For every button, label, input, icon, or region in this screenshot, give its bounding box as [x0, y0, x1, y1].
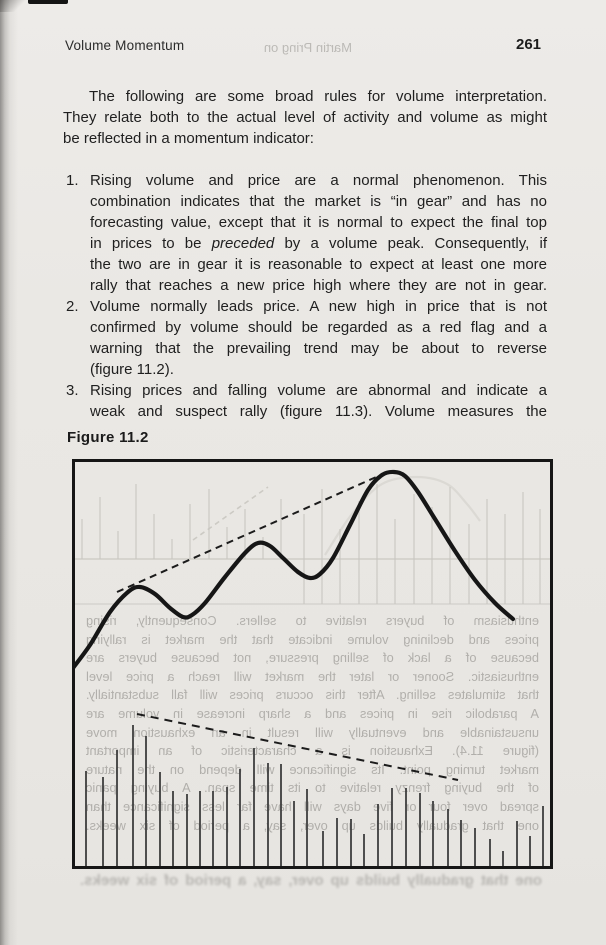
- intro-line: be reflected in a momentum indicator:: [63, 130, 314, 147]
- intro-line: The following are some broad rules for volume interpretation.: [89, 88, 547, 105]
- figure-chart: [72, 459, 553, 869]
- rule-line: forecasting value, except that it is normal to expect the final top: [90, 214, 547, 231]
- bottom-bleedthrough-band: one that gradually builds up over, say, a period of six weeks.: [80, 872, 542, 889]
- header-bleedthrough-text: Martin Pring on: [263, 40, 352, 55]
- rule-line: in prices to be preceded by a volume peak. Consequently, if: [90, 235, 547, 252]
- bleed-line: because of a lack of selling pressure, not because buyers are: [86, 650, 539, 666]
- rule-line: Rising volume and price are a normal phenomenon. This: [90, 172, 547, 189]
- rule-item-1: [66, 170, 547, 296]
- bleed-line: of the buying frenzy relative to its time span. A buying panic: [86, 780, 539, 796]
- rule-item-2: [66, 296, 547, 380]
- bleed-line: A parabolic rise in prices and a sharp increase in volume are: [86, 705, 539, 721]
- rule-number: 2.: [66, 298, 79, 315]
- rule-line: the two are in gear it is reasonable to expect at least one more: [90, 256, 547, 273]
- bleed-line: prices and declining volume indicate that the market is rallying: [86, 631, 539, 647]
- rule-line: Rising prices and falling volume are abnormal and indicate a: [90, 382, 547, 399]
- rule-line: combination indicates that the market is “in gear” and has no: [90, 193, 547, 210]
- page-number: 261: [516, 36, 542, 53]
- intro-paragraph: [63, 86, 547, 149]
- bleed-line: one that gradually builds up over, say, a period of six weeks.: [86, 817, 539, 833]
- scan-smudge: [28, 0, 68, 4]
- figure-caption: Figure 11.2: [67, 429, 149, 446]
- rule-line: Volume normally leads price. A new high in price that is not: [90, 298, 547, 315]
- bleed-line: unsustainable and eventually will result in an exhaustion move: [86, 724, 539, 740]
- bleed-line: (figure 11.4). Exhaustion is a characteristic of an important: [86, 743, 539, 759]
- bleed-line: spread over four or five days will have far less significance than: [86, 798, 539, 814]
- rule-number: 3.: [66, 382, 79, 399]
- rule-line: confirmed by volume should be regarded as a red flag and a: [90, 319, 547, 336]
- bleed-line: that stimulates selling. After this occurs prices will fall substantially.: [86, 687, 539, 703]
- rule-line: warning that the prevailing trend may be about to reverse: [90, 340, 547, 357]
- scan-edge-shadow: [0, 0, 18, 945]
- rule-line: rally that reaches a new price high where they are not in gear.: [90, 277, 547, 294]
- bleed-line: enthusiasm of buyers relative to sellers. Consequently, rising: [86, 613, 539, 628]
- figure-11-2: [72, 459, 553, 869]
- running-header: Volume Momentum: [65, 38, 185, 53]
- rule-line: weak and suspect rally (figure 11.3). Volume measures the: [90, 403, 547, 420]
- intro-line: They relate both to the actual level of activity and volume as might: [63, 109, 547, 126]
- bleed-line: market turning point. Its significance will depend on the nature: [86, 761, 539, 777]
- bleed-line: enthusiastic. Sooner or later the market will reach a price level: [86, 668, 539, 684]
- rule-number: 1.: [66, 172, 79, 189]
- rule-line: (figure 11.2).: [90, 361, 174, 378]
- rule-item-3: [66, 380, 547, 422]
- scan-corner-shading: [0, 0, 26, 12]
